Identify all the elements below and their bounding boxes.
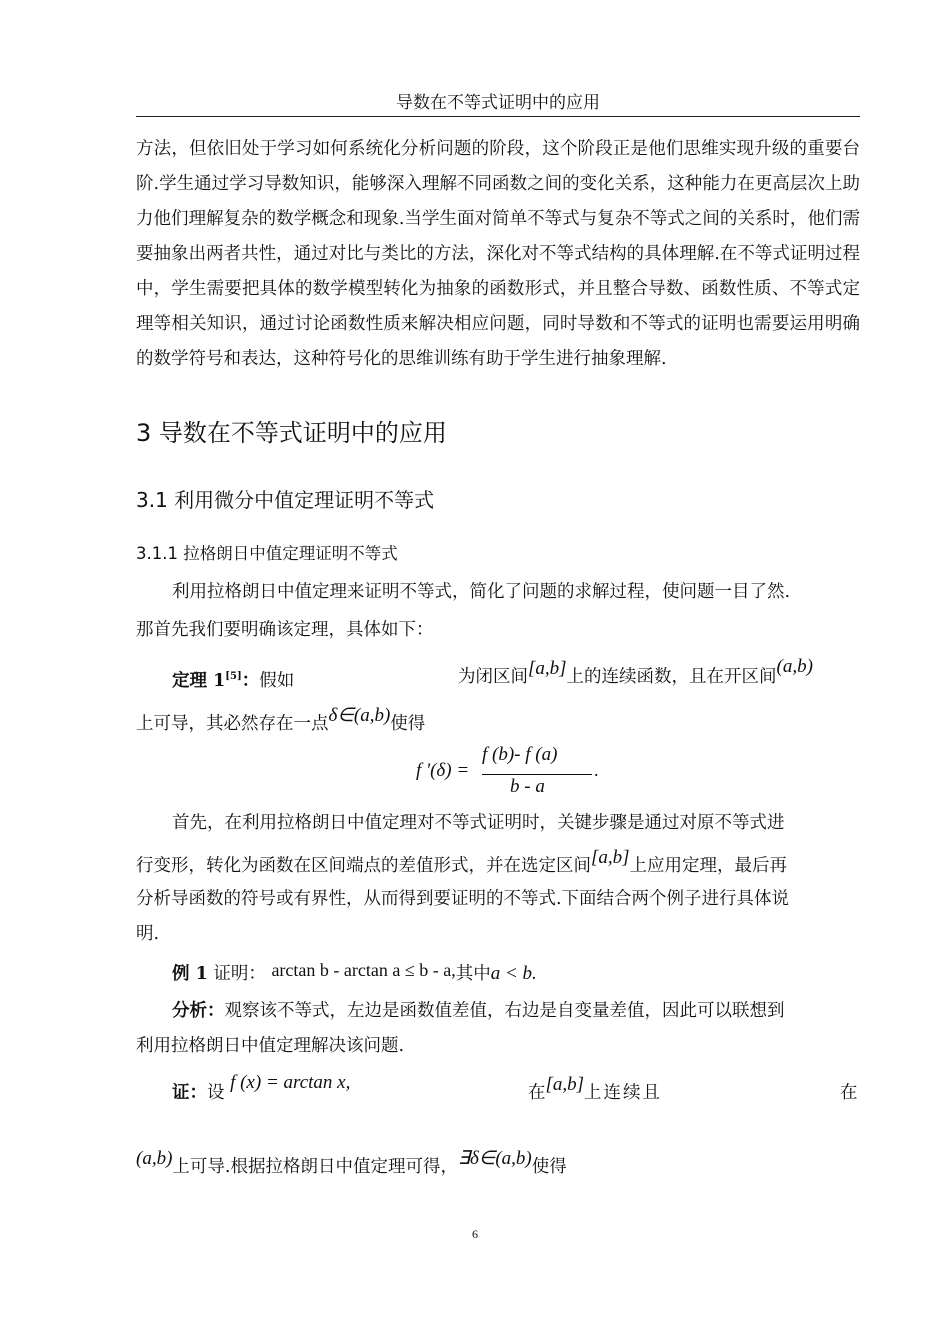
example-label: 例 1 <box>172 964 208 984</box>
page-number: 6 <box>472 1227 478 1241</box>
example-inequality: arctan b - arctan a ≤ b - a, <box>271 960 456 980</box>
formula-numerator: f (b)- f (a) <box>482 744 558 765</box>
proof-line-1-mid <box>528 1074 663 1106</box>
delta-in-interval-math: δ∈(a,b) <box>328 705 391 726</box>
theorem-1-line-mid <box>458 656 813 690</box>
intro-paragraph: 方法，但依旧处于学习如何系统化分析问题的阶段，这个阶段正是他们思维实现升级的重要台阶.学生通过学习导数知识，能够深入理解不同函数之间的变化关系，这种能力在更高层次上助力他们理解复杂的数学概念和现象.当学生面对简单不等式与复杂不等式之间的关系时，他们需要抽象出两者共性，通过对比与类比的方法，深化对不等式结构的具体理解.在不等式证明过程中，学生需要把具体的数学模型转化为抽象的函数形式，并且整合导数、函数性质、不等式定理等相关知识，通过讨论函数性质来解决相应问题，同时导数和不等式的证明也需要运用明确的数学符号和表达，这种符号化的思维训练有助于学生进行抽象理解. <box>136 139 860 369</box>
example-text-2: 其中 <box>455 964 491 984</box>
proof-text-5: 上可导.根据拉格朗日中值定理可得， <box>172 1157 458 1177</box>
section-3-heading: 3 导数在不等式证明中的应用 <box>136 419 447 447</box>
example-text-1: 证明： <box>213 964 266 984</box>
proof-line-1-end: 在 <box>840 1083 858 1103</box>
proof-open-interval: (a,b) <box>136 1148 173 1169</box>
theorem-1-line-start <box>172 664 294 694</box>
formula-period: . <box>594 760 599 780</box>
method-paragraph-line-2 <box>136 847 788 879</box>
proof-function-def: f (x) = arctan x, <box>230 1072 351 1093</box>
method-paragraph-line-4: 明. <box>136 924 160 944</box>
proof-interval-math: [a,b] <box>545 1074 585 1095</box>
lagrange-paragraph-line-1: 利用拉格朗日中值定理来证明不等式，简化了问题的求解过程，使问题一目了然. <box>172 582 791 602</box>
proof-exists-delta: ∃δ∈(a,b) <box>457 1148 532 1169</box>
theorem-text-5: 使得 <box>390 714 426 734</box>
theorem-label: 定理 1 <box>172 670 226 691</box>
theorem-1-line-2 <box>136 705 426 737</box>
theorem-text-3: 上的连续函数，且在开区间 <box>566 667 777 687</box>
proof-text-1: 设 <box>207 1083 225 1103</box>
method-text-b: 上应用定理，最后再 <box>629 856 788 876</box>
lagrange-paragraph-line-2: 那首先我们要明确该定理，具体如下： <box>136 620 434 640</box>
closed-interval-math: [a,b] <box>528 658 567 679</box>
section-3-1-heading: 3.1 利用微分中值定理证明不等式 <box>136 488 435 512</box>
fraction-bar <box>482 774 592 775</box>
method-text-a: 行变形，转化为函数在区间端点的差值形式，并在选定区间 <box>136 856 591 876</box>
proof-text-2: 在 <box>528 1083 546 1103</box>
running-header: 导数在不等式证明中的应用 <box>396 93 600 113</box>
analysis-line-1 <box>172 998 785 1024</box>
analysis-label: 分析： <box>172 1001 225 1021</box>
theorem-text-1: 假如 <box>259 670 295 691</box>
proof-text-6: 使得 <box>531 1157 567 1177</box>
header-divider <box>136 116 860 117</box>
section-3-1-1-heading: 3.1.1 拉格朗日中值定理证明不等式 <box>136 544 398 563</box>
example-condition: a < b. <box>490 963 537 984</box>
mean-value-formula <box>416 744 616 804</box>
method-paragraph-line-1: 首先，在利用拉格朗日中值定理对不等式证明时，关键步骤是通过对原不等式进 <box>172 813 785 833</box>
theorem-colon: ： <box>241 670 260 691</box>
analysis-line-2: 利用拉格朗日中值定理解决该问题. <box>136 1036 405 1056</box>
proof-text-3: 上连续且 <box>584 1083 663 1103</box>
theorem-text-4: 上可导，其必然存在一点 <box>136 714 329 734</box>
theorem-text-2: 为闭区间 <box>458 667 528 687</box>
theorem-citation: [5] <box>225 671 242 682</box>
analysis-text-1: 观察该不等式，左边是函数值差值，右边是自变量差值，因此可以联想到 <box>224 1001 785 1021</box>
formula-denominator: b - a <box>510 776 545 797</box>
method-paragraph-line-3: 分析导函数的符号或有界性，从而得到要证明的不等式.下面结合两个例子进行具体说 <box>136 889 790 909</box>
interval-math: [a,b] <box>591 847 630 868</box>
example-1-line <box>172 960 537 987</box>
proof-line-2 <box>136 1148 567 1180</box>
formula-lhs: f '(δ) = <box>416 760 470 781</box>
proof-line-1 <box>172 1072 351 1106</box>
proof-label: 证： <box>172 1083 207 1103</box>
open-interval-math: (a,b) <box>776 656 813 677</box>
